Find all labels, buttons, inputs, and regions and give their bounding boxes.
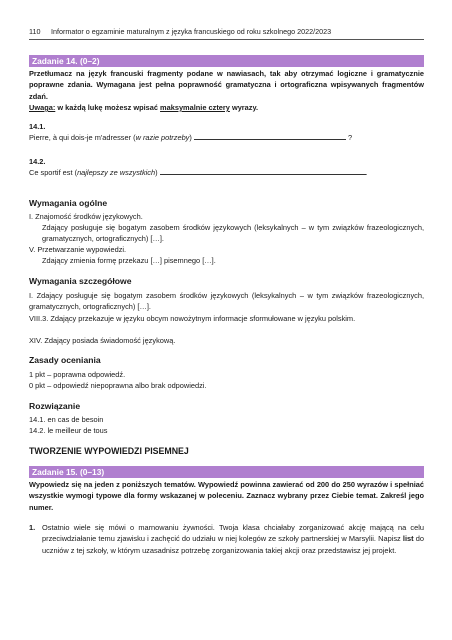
task-15-bar: Zadanie 15. (0–13) [29, 466, 424, 478]
running-header [29, 27, 424, 40]
task-15-instruction: Wypowiedz się na jeden z poniższych tematów. Wypowiedź powinna zawierać od 200 do 250 wyrazów i spełniać wszystkie wymogi typowe dla formy wskazanej w poleceniu. Zaznacz wybrany przez Ciebie temat. Zakreśl jego numer. [29, 480, 424, 512]
header-title: Informator o egzaminie maturalnym z języka francuskiego od roku szkolnego 2022/2023 [51, 27, 332, 36]
page-number: 110 [29, 27, 41, 36]
task-14-instruction: Przetłumacz na język francuski fragmenty podane w nawiasach, tak aby otrzymać logiczne i gramatycznie poprawne zdania. Wymagana jest pełna poprawność gramatyczna i ortograficzna wpisywanych fragmentów zdań. [29, 69, 424, 101]
scoring-1: 1 pkt – poprawna odpowiedź. [29, 370, 126, 379]
q-14-2-hint: najlepszy ze wszystkich [77, 168, 156, 177]
q-14-2-text: Ce sportif est ( [29, 168, 78, 177]
answer-blank-14-1[interactable] [194, 139, 346, 140]
note-text: w każdą lukę możesz wpisać [55, 103, 161, 112]
general-req-1-desc: Zdający posługuje się bogatym zasobem środków językowych (leksykalnych – w tym związków frazeologicznych, gramatycznych, ortograficznych) […]. [42, 223, 424, 244]
q-14-2-number: 14.2. [29, 157, 46, 166]
q-14-1-text: Pierre, à qui dois-je m'adresser ( [29, 133, 136, 142]
specific-req-3: XIV. Zdający posiada świadomość językową. [29, 336, 176, 345]
topic-1-part-b: do uczniów z tej szkoły, w którym uzasadnisz potrzebę zorganizowania takiej akcji oraz przedstawisz jej projekt. [42, 534, 425, 555]
q-14-2 [29, 167, 424, 178]
specific-req-1: I. Zdający posługuje się bogatym zasobem środków językowych (leksykalnych – w tym związków frazeologicznych, gramatycznych, ortograficznych) […]. [29, 291, 424, 312]
answer-blank-14-2[interactable] [160, 174, 366, 175]
scoring-0: 0 pkt – odpowiedź niepoprawna albo brak odpowiedzi. [29, 381, 207, 390]
topic-1-part-a: Ostatnio wiele się mówi o marnowaniu żywności. Twoja klasa chciałaby zorganizować akcję mającą na celu przeciwdziałanie temu zjawisku i zachęcić do udziału w niej kolegów ze szkoły partnerskiej w Marsylii. Napisz [42, 523, 424, 544]
general-req-2: V. Przetwarzanie wypowiedzi. [29, 245, 127, 254]
q-14-1 [29, 132, 424, 143]
specific-requirements-title: Wymagania szczegółowe [29, 276, 132, 286]
solution-14-2: 14.2. le meilleur de tous [29, 426, 108, 435]
topic-1-form: list [402, 534, 414, 544]
solution-14-1: 14.1. en cas de besoin [29, 415, 104, 424]
q-14-2-close: ) [155, 168, 158, 177]
solution-title: Rozwiązanie [29, 401, 81, 411]
task-14-note [29, 102, 424, 113]
q-14-1-end: ? [347, 133, 353, 142]
general-req-1: I. Znajomość środków językowych. [29, 212, 143, 221]
specific-req-2: VIII.3. Zdający przekazuje w języku obcym nowożytnym informacje sformułowane w języku polskim. [29, 314, 356, 323]
q-14-2-end: . [365, 168, 368, 177]
q-14-1-hint: w razie potrzeby [135, 133, 190, 142]
topic-1-text [42, 522, 424, 556]
note-end: wyrazy. [229, 103, 259, 112]
section-title: TWORZENIE WYPOWIEDZI PISEMNEJ [29, 446, 189, 456]
general-req-2-desc: Zdający zmienia formę przekazu […] pisemnego […]. [42, 256, 216, 265]
scoring-title: Zasady oceniania [29, 355, 101, 365]
general-requirements-title: Wymagania ogólne [29, 198, 108, 208]
q-14-1-number: 14.1. [29, 122, 46, 131]
q-14-1-close: ) [189, 133, 192, 142]
topic-number[interactable]: 1. [29, 523, 36, 532]
note-label: Uwaga: [29, 103, 56, 112]
task-14-bar: Zadanie 14. (0–2) [29, 55, 424, 67]
note-limit: maksymalnie cztery [160, 103, 230, 112]
